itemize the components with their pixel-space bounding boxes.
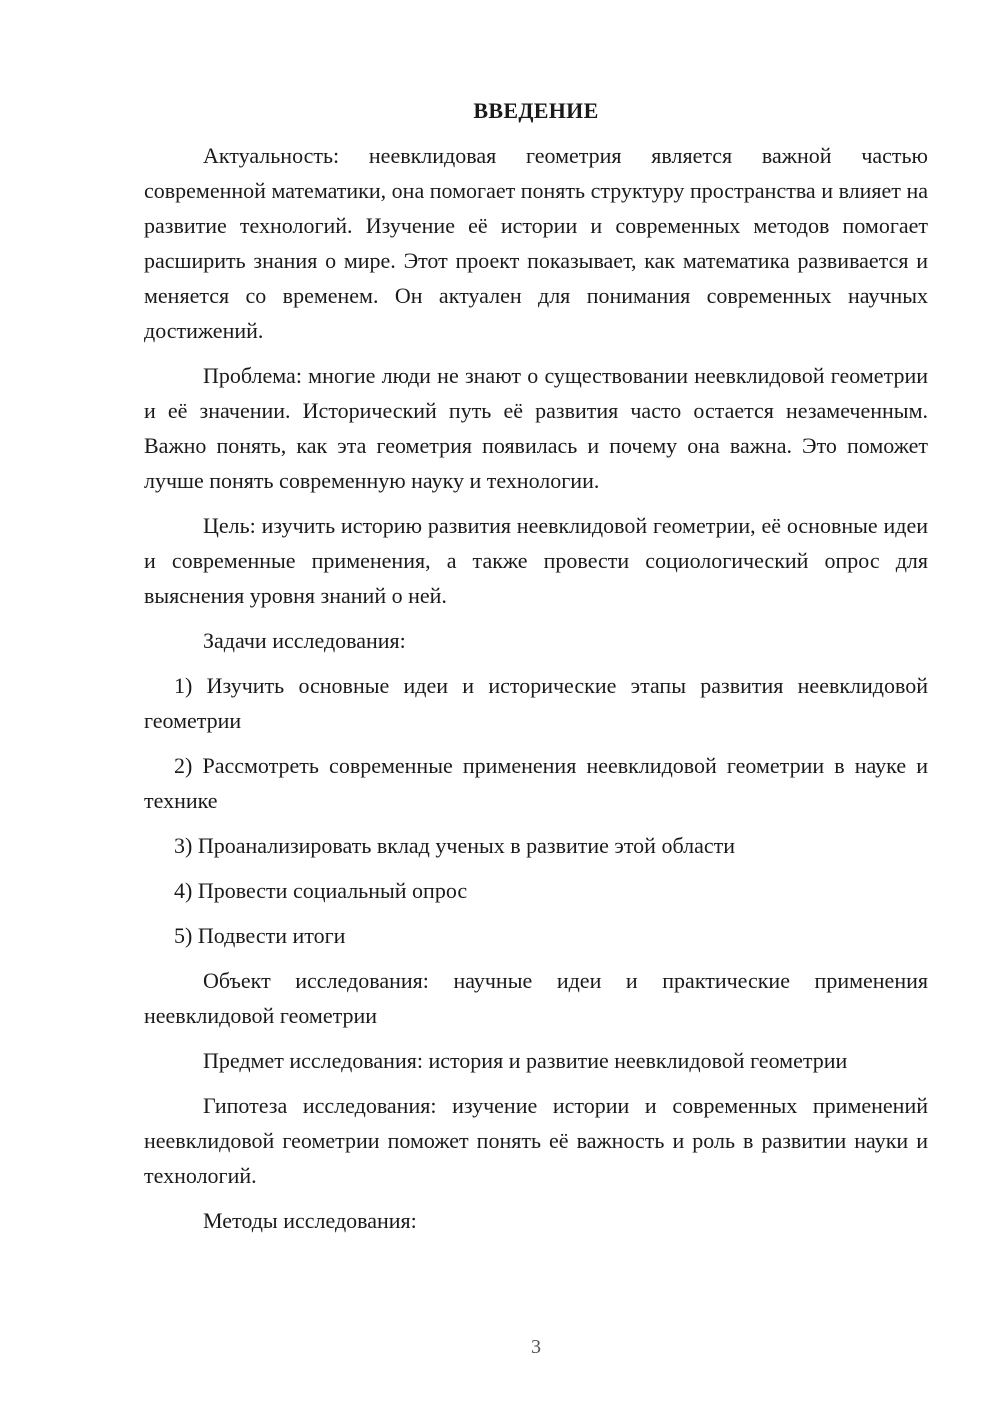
task-item: 5) Подвести итоги: [174, 923, 346, 948]
subject-paragraph: Предмет исследования: история и развитие неевклидовой геометрии: [203, 1048, 848, 1073]
methods-title: Методы исследования:: [203, 1208, 417, 1233]
task-item: 3) Проанализировать вклад ученых в развитие этой области: [174, 833, 735, 858]
relevance-paragraph: Актуальность: неевклидовая геометрия является важной частью современной математики, она помогает понять структуру пространства и влияет на развитие технологий. Изучение её истории и современных методов помогает расширить знания о мире. Этот проект показывает, как математика развивается и меняется со временем. Он актуален для понимания современных научных достижений.: [144, 143, 928, 343]
section-heading: ВВЕДЕНИЕ: [473, 98, 599, 123]
task-item: 2) Рассмотреть современные применения неевклидовой геометрии в науке и технике: [144, 753, 928, 813]
goal-paragraph: Цель: изучить историю развития неевклидовой геометрии, её основные идеи и современные применения, а также провести социологический опрос для выяснения уровня знаний о ней.: [144, 513, 928, 608]
document-page: [144, 96, 928, 1248]
page-number: 3: [531, 1336, 541, 1358]
tasks-title: Задачи исследования:: [203, 628, 406, 653]
task-item: 1) Изучить основные идеи и исторические этапы развития неевклидовой геометрии: [144, 673, 928, 733]
problem-paragraph: Проблема: многие люди не знают о существовании неевклидовой геометрии и её значении. Исторический путь её развития часто остается незамеченным. Важно понять, как эта геометрия появилась и почему она важна. Это поможет лучше понять современную науку и технологии.: [144, 363, 928, 493]
object-paragraph: Объект исследования: научные идеи и практические применения неевклидовой геометрии: [144, 968, 928, 1028]
hypothesis-paragraph: Гипотеза исследования: изучение истории и современных применений неевклидовой геометрии поможет понять её важность и роль в развитии науки и технологий.: [144, 1093, 928, 1188]
task-item: 4) Провести социальный опрос: [174, 878, 468, 903]
